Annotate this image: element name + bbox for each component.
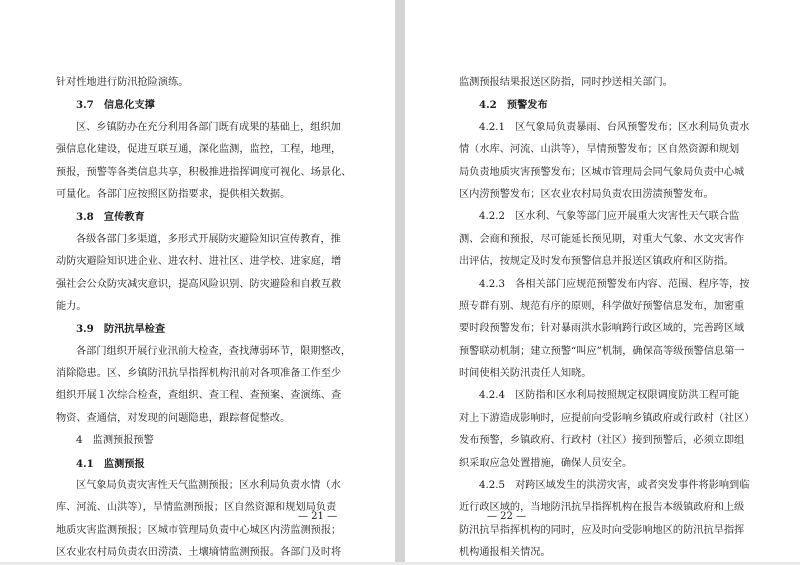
- text-line: 监测预报结果报送区防指，同时抄送相关部门。: [459, 77, 673, 88]
- text-line: 地质灾害监测预报；区城市管理局负责中心城区内涝监测预报；: [56, 524, 342, 536]
- text-line: 机构通报相关情况。: [459, 547, 551, 559]
- page-number: — 22 —: [487, 511, 527, 522]
- text-line: 4.2.1 区气象局负责暴雨、台风预警发布；区水利局负责水: [479, 121, 750, 133]
- section-heading-4-2: 4.2 预警发布: [479, 99, 548, 112]
- text-line: 区气象局负责灾害性天气监测预报；区水利局负责水情（水: [76, 480, 341, 492]
- text-line: 可量化。各部门应按照区防指要求，提供相关数据。: [56, 188, 291, 200]
- text-line: 组织开展１次综合检查，查组织、查工程、查预案、查演练、查: [56, 390, 342, 402]
- page-22-body: [459, 72, 759, 565]
- text-line: 发布预警，乡镇政府、行政村（社区）接到预警后，必须立即组: [459, 435, 745, 447]
- text-line: 照专群有别、规范有序的原则，科学做好预警信息发布，加密重: [459, 300, 745, 312]
- text-line: 测、会商和预报，尽可能延长预见期，对重大气象、水文灾害作: [459, 233, 745, 245]
- text-line: 预报，预警等各类信息共享，积极推进指挥调度可视化、场景化、: [56, 166, 352, 178]
- text-line: 4.2.5 对跨区域发生的洪涝灾害，或者突发事件将影响到临: [479, 480, 750, 492]
- text-line: 预警联动机制；建立预警“叫应”机制，确保高等级预警信息第一: [459, 345, 745, 357]
- text-line: 强信息化建设，促进互联互通，深化监测，监控，工程，地理，: [56, 144, 342, 156]
- text-line: 时间使相关防汛责任人知晓。: [459, 368, 592, 380]
- text-line: 物资、查通信，对发现的问题隐患，跟踪督促整改。: [56, 412, 291, 424]
- section-heading-3-9: 3.9 防汛抗旱检查: [76, 323, 166, 336]
- text-line: 情（水库、河流、山洪等），旱情预警发布；区自然资源和规划: [459, 144, 740, 156]
- text-line: 针对性地进行防汛抢险演练。: [56, 77, 189, 88]
- text-line: 4.2.2 区水利、气象等部门应开展重大灾害性天气联合监: [479, 211, 740, 223]
- section-heading-4-1: 4.1 监测预报: [76, 457, 145, 470]
- text-line: 局负责地质灾害预警发布；区城市管理局会同气象局负责中心城: [459, 166, 745, 178]
- text-line: 消除隐患。区、乡镇防汛抗旱指挥机构汛前对各项准备工作至少: [56, 368, 342, 380]
- page-21: [0, 0, 395, 562]
- text-line: 区农业农村局负责农田涝渍、土壤墒情监测预报。各部门及时将: [56, 547, 342, 559]
- text-line: 各级各部门多渠道，多形式开展防灾避险知识宣传教育，推: [76, 233, 341, 245]
- text-line: 各部门组织开展行业汛前大检查，查找薄弱环节，限期整改，: [76, 345, 352, 357]
- page-22: [405, 0, 800, 562]
- page-number: — 21 —: [298, 511, 338, 522]
- page-21-body: [56, 72, 352, 565]
- text-line: 出评估，按规定及时发布预警信息并报送区镇政府和区防指。: [459, 256, 735, 268]
- text-line: 防汛抗旱指挥机构的同时，应及时向受影响地区的防汛抗旱指挥: [459, 524, 745, 536]
- section-heading-3-7: 3.7 信息化支撑: [76, 99, 155, 112]
- page-gutter: [395, 0, 405, 562]
- text-line: 对上下游造成影响时，应提前向受影响乡镇政府或行政村（社区）: [459, 412, 755, 424]
- text-line: 强社会公众防灾减灾意识，提高风险识别、防灾避险和自救互救: [56, 278, 342, 290]
- chapter-heading-4: 4 监测预报预警: [76, 435, 154, 447]
- text-line: 4.2.3 各相关部门应规范预警发布内容、范围、程序等，按: [479, 278, 750, 290]
- text-line: 织采取应急处置措施，确保人员安全。: [459, 457, 633, 469]
- text-line: 近行政区域的，当地防汛抗旱指挥机构在报告本级镇政府和上级: [459, 502, 745, 514]
- text-line: 能力。: [56, 300, 87, 312]
- text-line: 要时段预警发布；针对暴雨洪水影响跨行政区域的，完善跨区域: [459, 323, 745, 335]
- text-line: 区、乡镇防办在充分利用各部门既有成果的基础上，组织加: [76, 121, 341, 133]
- section-heading-3-8: 3.8 宣传教育: [76, 211, 145, 224]
- text-line: 库、河流、山洪等），旱情监测预报；区自然资源和规划局负责: [56, 502, 337, 514]
- text-line: 4.2.4 区防指和区水利局按照规定权限调度防洪工程可能: [479, 390, 740, 402]
- text-line: 动防灾避险知识进企业、进农村、进社区、进学校、进家庭，增: [56, 256, 342, 268]
- text-line: 区内涝预警发布；区农业农村局负责农田涝渍预警发布。: [459, 188, 714, 200]
